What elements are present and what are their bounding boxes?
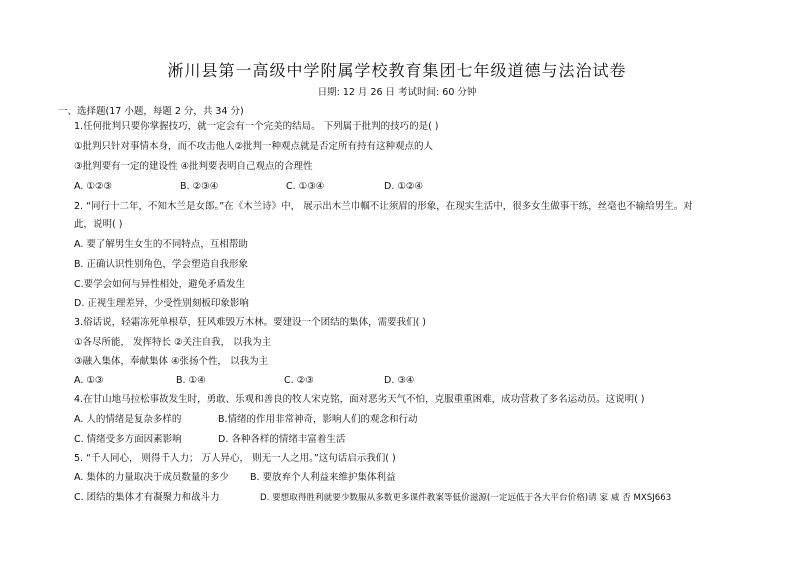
q2-option-d: D. 正视生理差异，少受性别刻板印象影响 bbox=[74, 298, 249, 309]
q5-option-a: A. 集体的力量取决于成员数量的多少 bbox=[74, 472, 229, 483]
q1-option-b: B. ②③④ bbox=[180, 181, 219, 192]
q2-option-a: A. 要了解男生女生的不同特点，互相帮助 bbox=[74, 239, 248, 250]
q3-option-c: C. ②③ bbox=[284, 375, 314, 386]
q4-option-a: A. 人的情绪是复杂多样的 bbox=[74, 414, 182, 425]
q4-option-d: D. 各种各样的情绪丰富着生活 bbox=[218, 434, 346, 445]
exam-meta: 日期: 12 月 26 日 考试时间: 60 分钟 bbox=[317, 87, 477, 98]
page-title: 淅川县第一高级中学附属学校教育集团七年级道德与法治试卷 bbox=[167, 61, 627, 80]
q1-statement-2: ③批判要有一定的建设性 ④批判要表明自己观点的合理性 bbox=[74, 161, 313, 172]
q5-option-d: D. 要想取得胜利就要少数服从多数更多课件教案等低价滋源(一定远低于各大平台价格)请 家 威 否 MXSJ663 bbox=[260, 493, 672, 503]
q1-option-c: C. ①③④ bbox=[286, 181, 325, 192]
q4-option-b: B.情绪的作用非常神奇，影响人们的观念和行动 bbox=[218, 414, 418, 425]
q3-stem: 3.俗话说，轻霜冻死单根草，狂风难毁万木林。要建设一个团结的集体，需要我们( ) bbox=[74, 317, 426, 328]
q3-statement-2: ③融入集体，奉献集体 ④张扬个性， 以我为主 bbox=[74, 356, 269, 367]
section-heading: 一、选择题(17 小题，每题 2 分，共 34 分) bbox=[58, 106, 244, 117]
q4-stem: 4.在甘山地马拉松事故发生时，勇敢、乐观和善良的牧人宋克铭，面对恶劣天气不怕，克服重重困难，成功营救了多名运动员。这说明( ) bbox=[74, 394, 645, 405]
q2-option-b: B. 正确认识性别角色，学会塑造自我形象 bbox=[74, 259, 249, 270]
q1-option-d: D. ①②④ bbox=[384, 181, 423, 192]
q1-option-a: A. ①②③ bbox=[74, 181, 112, 192]
q3-option-d: D. ③④ bbox=[384, 375, 415, 386]
q3-option-b: B. ①④ bbox=[176, 375, 206, 386]
q3-statement-1: ①各尽所能， 发挥特长 ②关注自我， 以我为主 bbox=[74, 337, 272, 348]
q2-option-c: C.要学会如何与异性相处，避免矛盾发生 bbox=[74, 279, 246, 290]
q2-stem-line-2: 此，说明( ) bbox=[74, 219, 123, 230]
q3-option-a: A. ①③ bbox=[74, 375, 104, 386]
q4-option-c: C. 情绪受多方面因素影响 bbox=[74, 434, 182, 445]
q5-option-b: B. 要放弃个人利益来维护集体利益 bbox=[250, 472, 396, 483]
q1-stem: 1.任何批判只要你掌握技巧，就一定会有一个完美的结局。 下列属于批判的技巧的是( ) bbox=[74, 121, 439, 132]
q5-option-c: C. 团结的集体才有凝聚力和战斗力 bbox=[74, 492, 220, 503]
q1-statement-1: ①批判只针对事情本身，而不攻击他人②批判一种观点就是否定所有持有这种观点的人 bbox=[74, 141, 434, 152]
q5-stem: 5. “千人同心， 则得千人力； 万人异心， 则无一人之用。”这句话启示我们( ) bbox=[74, 453, 396, 464]
q2-stem-line-1: 2. “同行十二年，不知木兰是女郎。”在《木兰诗》中， 展示出木兰巾帼不让须眉的形象，在现实生活中，很多女生做事干练，丝毫也不输给男生。对 bbox=[74, 201, 693, 212]
